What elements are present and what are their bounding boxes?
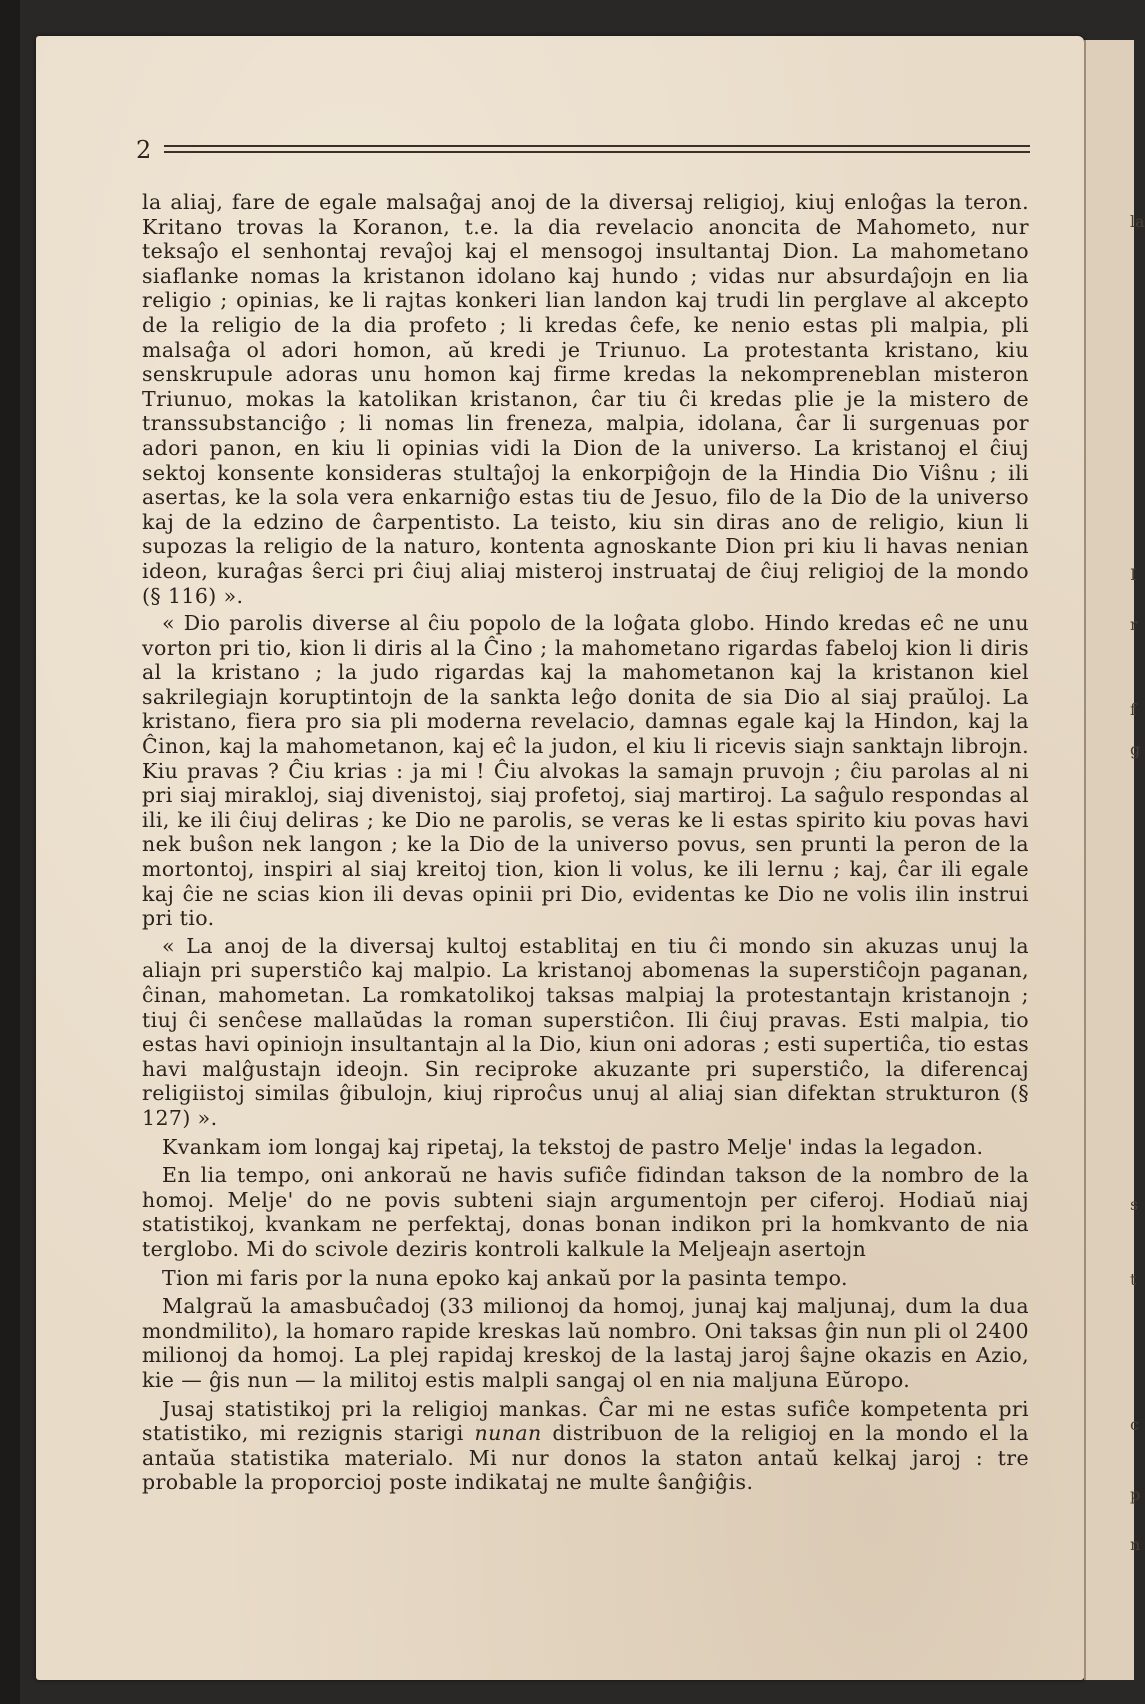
facing-page-fragment: la bbox=[1130, 212, 1145, 231]
paragraph: la aliaj, fare de egale malsaĝaj anoj de la diversaj religioj, kiuj enloĝas la teron. Kritano trovas la Koranon, t.e. la dia revelacio anoncita de Mahometo, nur teksaĵo el senhontaj revaĵoj kaj el mensogoj insultantaj Dion. La mahometano siaflanke nomas la kristanon idolano kaj hundo ; vidas nur absurdaĵojn en lia religio ; opinias, ke li rajtas konkeri lian landon kaj trudi lin perglave al akcepto de la religio de la dia profeto ; li kredas ĉefe, ke nenio estas pli malpia, pli malsaĝa ol adori homon, aŭ kredi je Triunuo. La protestanta kristano, kiu senskrupule adoras unu homon kaj firme kredas la nekompreneblan misteron Triunuo, mokas la katolikan kristanon, ĉar tiu ĉi kredas plie je la mistero de transsubstanciĝo ; li nomas lin freneza, malpia, idolana, ĉar li surgenuas por adori panon, en kiu li opinias vidi la Dion de la universo. La kristanoj el ĉiuj sektoj konsente konsideras stultaĵoj la enkorpiĝojn de la Hindia Dio Viŝnu ; ili asertas, ke la sola vera enkarniĝo estas tiu de Jesuo, filo de la Dio de la universo kaj de la edzino de ĉarpentisto. La teisto, kiu sin diras ano de religio, kiun li supozas la religio de la naturo, kontenta agnoskante Dion pri kiu li havas nenian ideon, kuraĝas ŝerci pri ĉiuj aliaj misteroj instruataj de ĉiuj religioj de la mondo (§ 116) ». bbox=[142, 190, 1029, 608]
emphasized-word: nunan bbox=[474, 1421, 542, 1446]
facing-page-fragment: t bbox=[1130, 1270, 1137, 1289]
paragraph-text: Jusaj statistikoj pri la religioj mankas. Ĉar mi ne estas sufiĉe kompetenta pri statistiko, mi rezignis starigi bbox=[142, 1396, 1029, 1446]
paragraph-text: distribuon de la religioj en la mondo el la antaŭa statistika materialo. Mi nur donos la staton antaŭ kelkaj jaroj : tre probable la proporcioj poste indikataj ne multe ŝanĝiĝis. bbox=[142, 1421, 1029, 1495]
paragraph bbox=[142, 1397, 1029, 1495]
facing-page-fragment: s bbox=[1130, 1195, 1139, 1214]
facing-page-fragment: I bbox=[1130, 565, 1137, 584]
page-header bbox=[136, 136, 1030, 164]
facing-page-edge bbox=[1084, 40, 1145, 1680]
facing-page-fragment: p bbox=[1130, 1485, 1141, 1504]
facing-page-fragment: c bbox=[1130, 1415, 1139, 1434]
header-rule bbox=[164, 151, 1030, 153]
paragraph: Malgraŭ la amasbuĉadoj (33 milionoj da homoj, junaj kaj maljunaj, dum la dua mondmilito), la homaro rapide kreskas laŭ nombro. Oni taksas ĝin nun pli ol 2400 milionoj da homoj. La plej rapidaj kreskoj de la lastaj jaroj ŝajne okazis en Azio, kie — ĝis nun — la militoj estis malpli sangaj ol en nia maljuna Eŭropo. bbox=[142, 1294, 1029, 1392]
paragraph: « La anoj de la diversaj kultoj establitaj en tiu ĉi mondo sin akuzas unuj la aliajn pri superstiĉo kaj malpio. La kristanoj abomenas la superstiĉojn paganan, ĉinan, mahometan. La romkatolikoj taksas malpiaj la protestantajn kristanojn ; tiuj ĉi senĉese mallaŭdas la roman superstiĉon. Ili ĉiuj pravas. Esti malpia, tio estas havi opiniojn insultantajn al la Dio, kiun oni adoras ; esti supertiĉa, tio estas havi malĝustajn ideojn. Sin reciproke akuzante pri superstiĉo, la diferencaj religiistoj similas ĝibulojn, kiuj riproĉus unuj al aliaj sian difektan strukturon (§ 127) ». bbox=[142, 933, 1029, 1130]
header-rule bbox=[164, 145, 1030, 147]
facing-page-fragment: r bbox=[1130, 615, 1138, 634]
paragraph: Kvankam iom longaj kaj ripetaj, la tekstoj de pastro Melje' indas la legadon. bbox=[162, 1134, 984, 1159]
scan-background bbox=[0, 0, 20, 1704]
page-number: 2 bbox=[136, 136, 152, 164]
facing-page-fragment: f bbox=[1130, 700, 1136, 719]
body-text bbox=[142, 190, 1029, 1498]
paragraph: En lia tempo, oni ankoraŭ ne havis sufiĉe fidindan takson de la nombro de la homoj. Melje' do ne povis subteni siajn argumentojn per ciferoj. Hodiaŭ niaj statistikoj, kvankam ne perfektaj, donas bonan indikon pri la homkvanto de nia terglobo. Mi do scivole deziris kontroli kalkule la Meljeajn asertojn bbox=[142, 1163, 1029, 1261]
facing-page-fragment: g bbox=[1130, 740, 1141, 759]
paragraph: « Dio parolis diverse al ĉiu popolo de la loĝata globo. Hindo kredas eĉ ne unu vorton pri tio, kion li diris al la Ĉino ; la mahometano rigardas fabeloj kion li diris al la kristano ; la judo rigardas kaj la mahometanon kaj la kristanon kiel sakrilegiajn koruptintojn de la sankta leĝo donita de sia Dio al siaj praŭloj. La kristano, fiera pro sia pli moderna revelacio, damnas egale kaj la Hindon, kaj la Ĉinon, kaj la mahometanon, kaj eĉ la judon, el kiu li ricevis siajn sanktajn librojn. Kiu pravas ? Ĉiu krias : ja mi ! Ĉiu alvokas la samajn pruvojn ; ĉiu parolas al ni pri siaj mirakloj, siaj divenistoj, siaj profetoj, siaj martiroj. La saĝulo respondas al ili, ke ili ĉiuj deliras ; ke Dio ne parolis, se veras ke li estas spirito kiu povas havi nek buŝon nek langon ; ke la Dio de la universo povus, sen prunti la peron de la mortontoj, inspiri al siaj kreitoj tion, kion li volus, ke ili lernu ; kaj, ĉar ili egale kaj ĉie ne scias kion ili devas opinii pri Dio, evidentas ke Dio ne volis ilin instrui pri tio. bbox=[142, 611, 1029, 931]
paragraph: Tion mi faris por la nuna epoko kaj ankaŭ por la pasinta tempo. bbox=[162, 1265, 848, 1290]
facing-page-fragment: n bbox=[1130, 1535, 1141, 1554]
